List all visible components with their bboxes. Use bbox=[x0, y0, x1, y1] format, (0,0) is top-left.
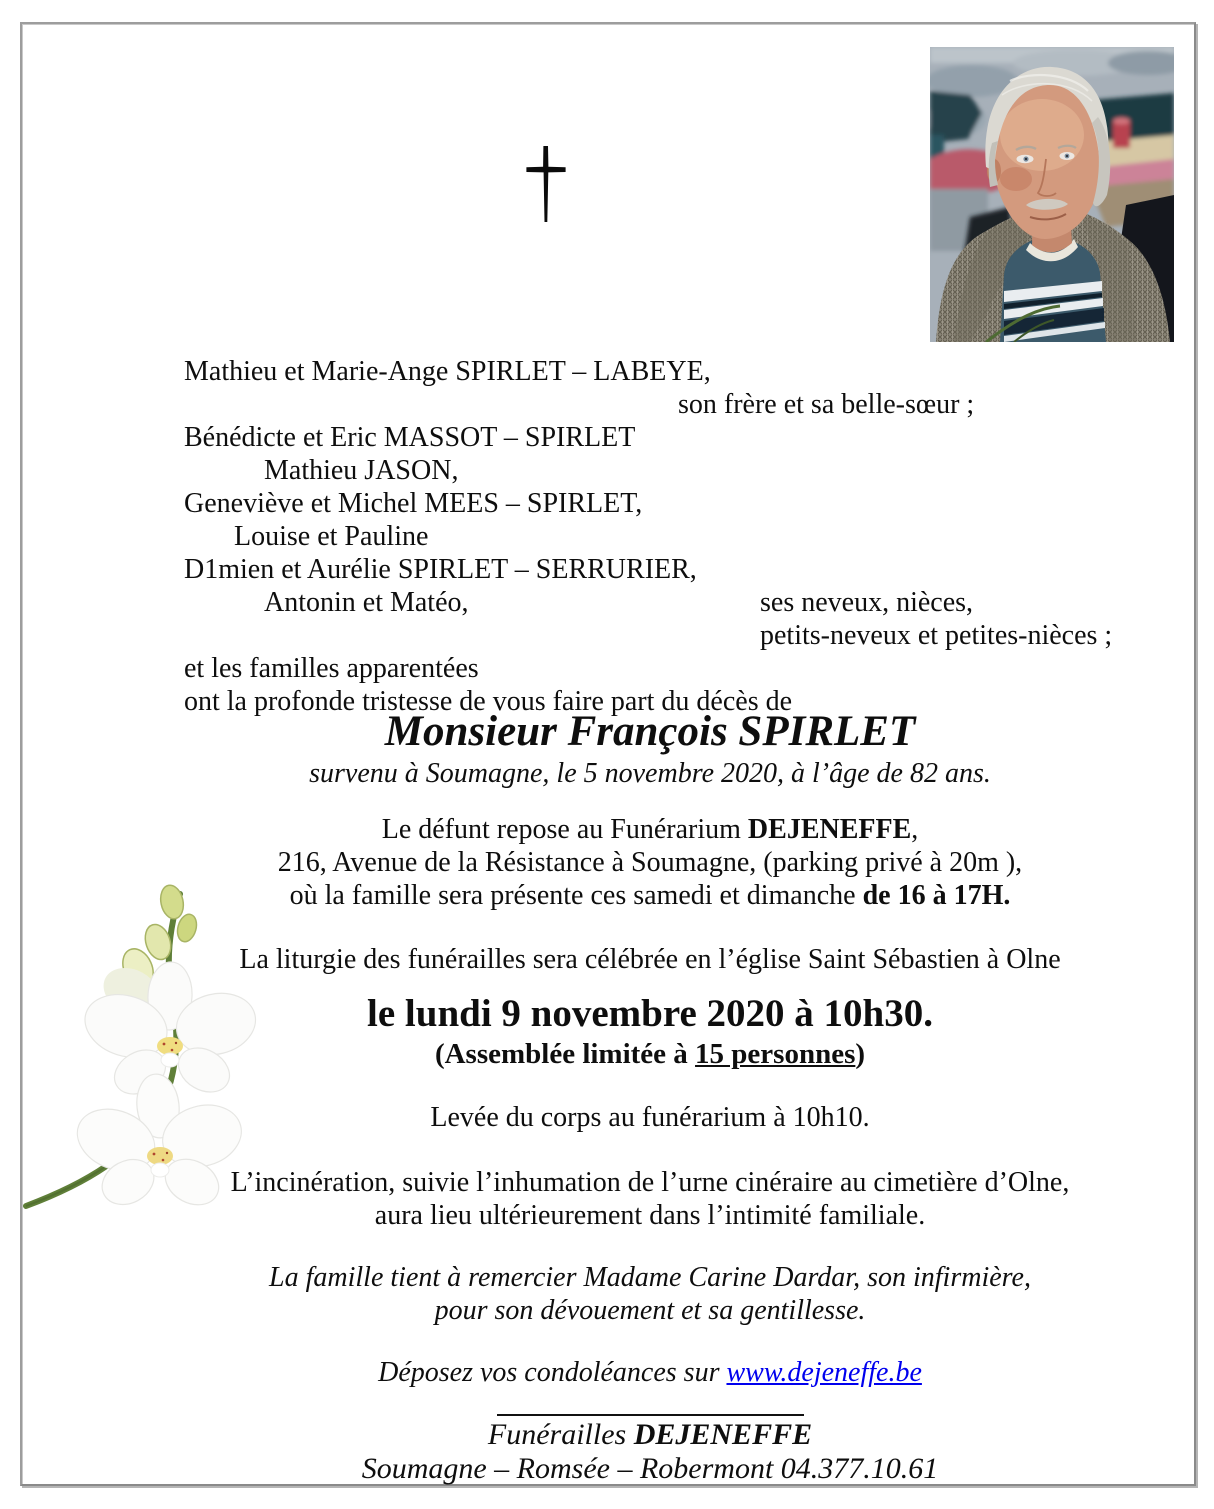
relatives-line-3: Geneviève et Michel MEES – SPIRLET, bbox=[184, 488, 643, 519]
incineration-line-2: aura lieu ultérieurement dans l’intimité familiale. bbox=[374, 1200, 926, 1231]
relation-label-2: ses neveux, nièces, bbox=[760, 587, 974, 618]
cross-icon-svg bbox=[524, 146, 568, 222]
relatives-line-2-child: Mathieu JASON, bbox=[264, 455, 459, 486]
relation-label-3: petits-neveux et petites-nièces ; bbox=[760, 620, 1113, 651]
relation-label-1: son frère et sa belle-sœur ; bbox=[678, 389, 975, 420]
page-border-frame bbox=[20, 22, 1196, 1486]
liturgy-line: La liturgie des funérailles sera célébrée en l’église Saint Sébastien à Olne bbox=[239, 944, 1061, 975]
thanks-line-2: pour son dévouement et sa gentillesse. bbox=[434, 1295, 866, 1326]
assembly-prefix: (Assemblée limitée à bbox=[434, 1038, 696, 1070]
relatives-line-1: Mathieu et Marie-Ange SPIRLET – LABEYE, bbox=[184, 356, 711, 387]
assembly-suffix: ) bbox=[855, 1038, 866, 1070]
funerarium-line-1-prefix: Le défunt repose au Funérarium bbox=[381, 814, 748, 845]
death-info: survenu à Soumagne, le 5 novembre 2020, à l’âge de 82 ans. bbox=[309, 758, 991, 789]
funerarium-name: DEJENEFFE bbox=[747, 814, 912, 845]
funeral-home-locations: Soumagne – Romsée – Robermont 04.377.10.61 bbox=[361, 1452, 939, 1485]
funerarium-address: 216, Avenue de la Résistance à Soumagne, (parking privé à 20m ), bbox=[277, 847, 1023, 878]
condolences-line bbox=[108, 1356, 1192, 1389]
relatives-families-line: et les familles apparentées bbox=[184, 653, 479, 684]
relatives-line-4-children: Antonin et Matéo, bbox=[264, 587, 469, 618]
orchid-svg bbox=[20, 874, 290, 1219]
relatives-line-3-children: Louise et Pauline bbox=[234, 521, 429, 552]
levee-line: Levée du corps au funérarium à 10h10. bbox=[430, 1102, 870, 1133]
condolences-prefix: Déposez vos condoléances sur bbox=[378, 1357, 727, 1388]
relatives-line-4: D1mien et Aurélie SPIRLET – SERRURIER, bbox=[184, 554, 697, 585]
funerarium-line-1-suffix: , bbox=[911, 814, 919, 845]
ceremony-date: le lundi 9 novembre 2020 à 10h30. bbox=[367, 992, 933, 1035]
funeral-home-bold: DEJENEFFE bbox=[633, 1418, 813, 1451]
funerarium-line-1 bbox=[108, 813, 1192, 846]
deceased-photo-svg bbox=[930, 47, 1174, 342]
thanks-line-1: La famille tient à remercier Madame Carine Dardar, son infirmière, bbox=[269, 1262, 1031, 1293]
condolences-link[interactable]: www.dejeneffe.be bbox=[726, 1357, 922, 1388]
assembly-limit-underlined: 15 personnes bbox=[695, 1038, 856, 1070]
signature-divider bbox=[497, 1414, 804, 1416]
cross-icon bbox=[524, 146, 568, 222]
deceased-name: Monsieur François SPIRLET bbox=[384, 708, 916, 755]
visit-hours-prefix: où la famille sera présente ces samedi et dimanche bbox=[289, 880, 863, 911]
relatives-line-2: Bénédicte et Eric MASSOT – SPIRLET bbox=[184, 422, 636, 453]
funeral-home-prefix: Funérailles bbox=[487, 1418, 634, 1451]
visit-hours-bold: de 16 à 17H. bbox=[862, 880, 1011, 911]
funeral-home-name bbox=[108, 1418, 1192, 1452]
incineration-line-1: L’incinération, suivie l’inhumation de l’urne cinéraire au cimetière d’Olne, bbox=[230, 1167, 1070, 1198]
announcement-line: ont la profonde tristesse de vous faire part du décès de bbox=[184, 686, 793, 717]
orchid-flower-image bbox=[20, 874, 290, 1219]
deceased-photo bbox=[930, 47, 1174, 342]
